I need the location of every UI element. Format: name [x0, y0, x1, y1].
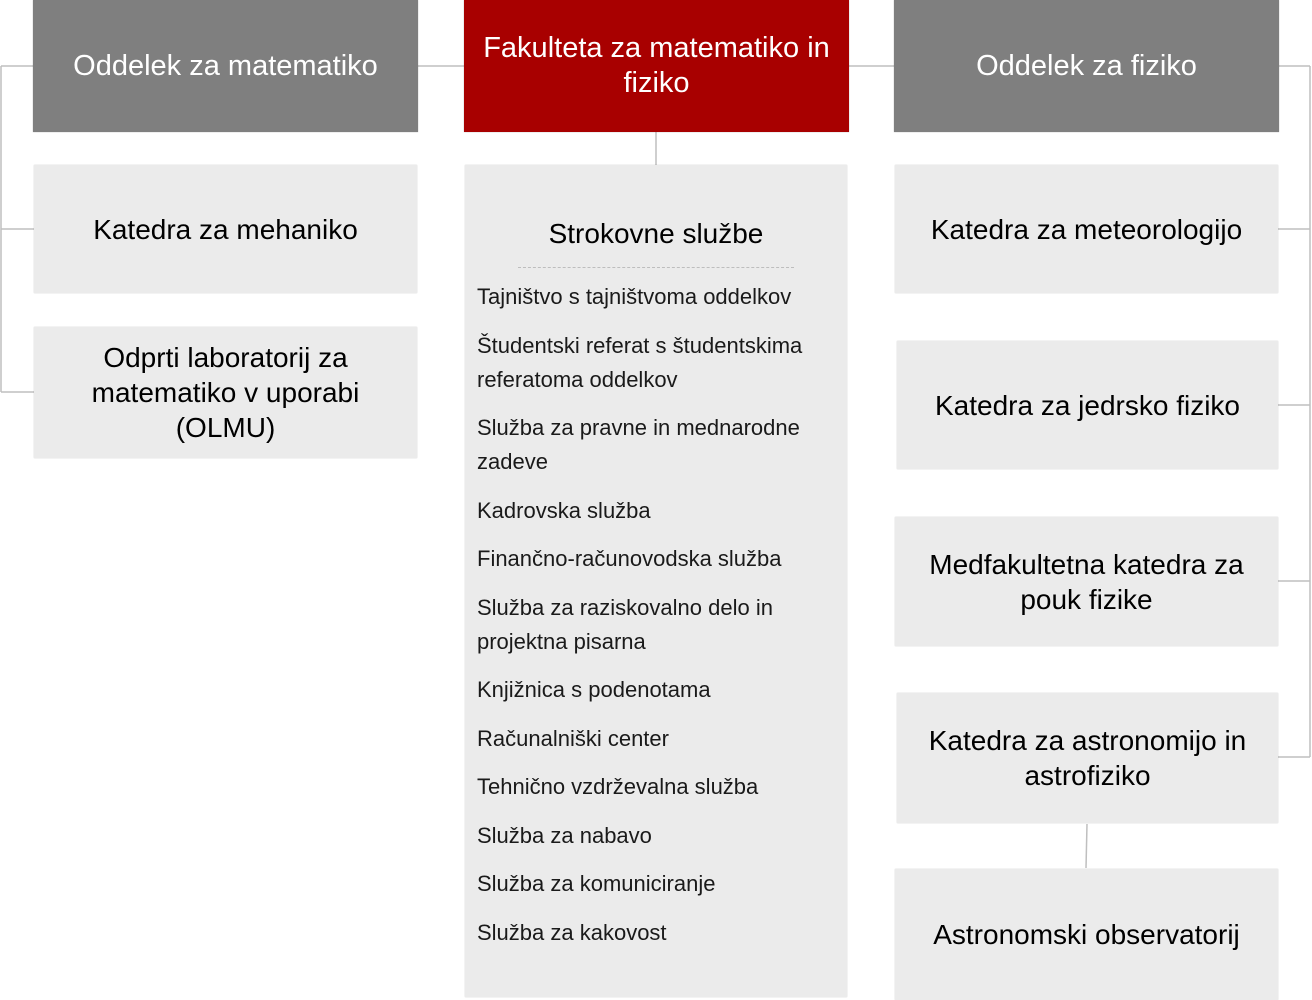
physics-unit-label: Katedra za jedrsko fiziko [934, 389, 1241, 421]
physics-unit-observatory[interactable] [895, 869, 1278, 1000]
physics-unit-label: Katedra za meteorologijo [930, 213, 1243, 245]
list-item: Računalniški center [477, 725, 669, 751]
list-item: Tehnično vzdrževalna služba [477, 774, 759, 799]
header-math-department[interactable] [33, 0, 418, 132]
header-faculty[interactable] [464, 0, 849, 132]
list-item: Služba za raziskovalno delo in projektna pisarna [477, 594, 773, 654]
math-unit-olmu[interactable] [34, 327, 417, 458]
physics-unit-label: Medfakultetna katedra za pouk fizike [929, 548, 1244, 615]
list-item: Finančno-računovodska služba [477, 546, 782, 571]
services-title: Strokovne službe [548, 218, 764, 249]
connector-astro-observatory [1086, 824, 1087, 868]
list-item: Študentski referat s študentskima referatoma oddelkov [477, 332, 803, 392]
physics-unit-label: Astronomski observatorij [933, 919, 1240, 950]
list-item: Služba za nabavo [477, 822, 652, 848]
math-unit-label: Katedra za mehaniko [93, 213, 358, 245]
physics-unit-teaching[interactable] [895, 517, 1278, 646]
services-list [477, 280, 837, 964]
list-item: Služba za komuniciranje [477, 871, 716, 896]
physics-unit-astronomy[interactable] [897, 693, 1278, 823]
services-separator [518, 267, 794, 268]
physics-unit-label: Katedra za astronomijo in astrofiziko [928, 725, 1247, 791]
math-unit-mechanics[interactable] [34, 165, 417, 293]
physics-unit-meteorology[interactable] [895, 165, 1278, 293]
header-faculty-label: Fakulteta za matematiko in fiziko [483, 32, 830, 99]
physics-unit-nuclear[interactable] [897, 341, 1278, 469]
header-physics-department[interactable] [894, 0, 1279, 132]
list-item: Knjižnica s podenotama [477, 677, 711, 702]
list-item: Tajništvo s tajništvoma oddelkov [477, 284, 792, 309]
header-math-label: Oddelek za matematiko [73, 49, 378, 82]
header-physics-label: Oddelek za fiziko [976, 49, 1197, 82]
math-unit-label: Odprti laboratorij za matematiko v uporabi (OLMU) [91, 342, 360, 443]
list-item: Služba za pravne in mednarodne zadeve [477, 415, 800, 474]
list-item: Kadrovska služba [477, 497, 651, 523]
list-item: Služba za kakovost [477, 919, 667, 945]
